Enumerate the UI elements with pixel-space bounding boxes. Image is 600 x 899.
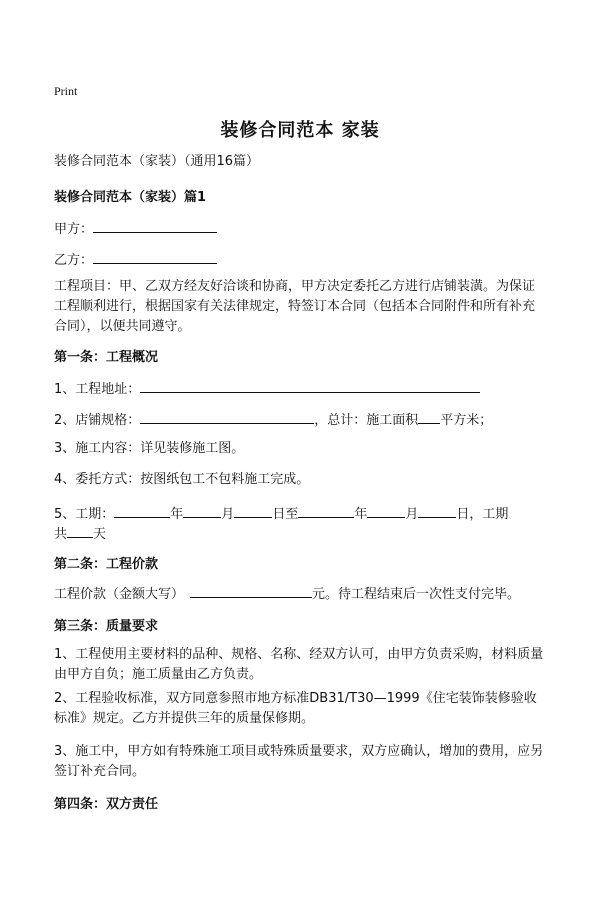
article-4-heading: 第四条：双方责任: [54, 797, 159, 812]
year-text: 年: [170, 507, 184, 522]
spec-label: 2、店铺规格：: [54, 413, 141, 428]
subtitle: 装修合同范本（家装）（通用16篇）: [54, 154, 260, 169]
price-line: [54, 583, 520, 604]
quality-item-3: 3、施工中，甲方如有特殊施工项目或特殊质量要求，双方应确认，增加的费用，应另签订补充合同。: [54, 744, 544, 779]
page-title: 装修合同范本 家装: [220, 120, 380, 141]
days-text: 天: [93, 527, 107, 542]
content-line: 3、施工内容：详见装修施工图。: [54, 441, 245, 456]
intro-paragraph: 工程项目：甲、乙双方经友好洽谈和协商，甲方决定委托乙方进行店铺装潢。为保证工程顺利进行，根据国家有关法律规定，特签订本合同（包括本合同附件和所有补充合同），以便共同遵守。: [54, 279, 536, 334]
print-label[interactable]: Print: [54, 84, 78, 98]
area-blank: [418, 409, 440, 424]
start-month-blank: [183, 503, 221, 518]
party-a-blank: [93, 218, 217, 233]
month-text: 月: [221, 507, 235, 522]
address-blank: [140, 378, 480, 393]
party-b-line: [54, 249, 217, 270]
quality-item-1: 1、工程使用主要材料的品种、规格、名称、经双方认可，由甲方负责采购，材料质量由甲方自负；施工质量由乙方负责。: [54, 647, 544, 682]
address-label: 1、工程地址：: [54, 382, 141, 397]
spec-line: [54, 409, 492, 430]
section-heading: 装修合同范本（家装）篇1: [54, 190, 207, 205]
spec-total-text: ，总计：施工面积: [314, 413, 419, 428]
price-label: 工程价款（金额大写）: [54, 587, 185, 602]
end-month-blank: [367, 503, 405, 518]
total-days-blank: [67, 523, 93, 538]
price-blank: [190, 583, 312, 598]
article-2-heading: 第二条：工程价款: [54, 557, 159, 572]
end-day-blank: [418, 503, 456, 518]
party-a-label: 甲方：: [54, 222, 94, 237]
party-a-line: [54, 218, 217, 239]
start-year-blank: [114, 503, 170, 518]
total-text: 共: [54, 527, 68, 542]
day-to-text: 日至: [272, 507, 299, 522]
year-text: 年: [354, 507, 368, 522]
spec-unit-text: 平方米；: [440, 413, 493, 428]
start-day-blank: [234, 503, 272, 518]
spec-blank: [140, 409, 314, 424]
quality-item-2: 2、工程验收标准，双方同意参照市地方标准DB31/T30—1999《住宅装饰装修验收标准》规定。乙方并提供三年的质量保修期。: [54, 691, 537, 726]
period-label: 5、工期：: [54, 507, 115, 522]
price-suffix: 元。待工程结束后一次性支付完毕。: [312, 587, 521, 602]
period-total-line: [54, 523, 106, 544]
party-b-blank: [93, 249, 217, 264]
end-year-blank: [298, 503, 354, 518]
method-line: 4、委托方式：按图纸包工不包料施工完成。: [54, 472, 310, 487]
article-1-heading: 第一条：工程概况: [54, 350, 159, 365]
day-end-text: 日，工期: [456, 507, 509, 522]
period-line: [54, 503, 508, 524]
month-text: 月: [405, 507, 419, 522]
address-line: [54, 378, 480, 399]
article-3-heading: 第三条：质量要求: [54, 619, 159, 634]
party-b-label: 乙方：: [54, 253, 94, 268]
